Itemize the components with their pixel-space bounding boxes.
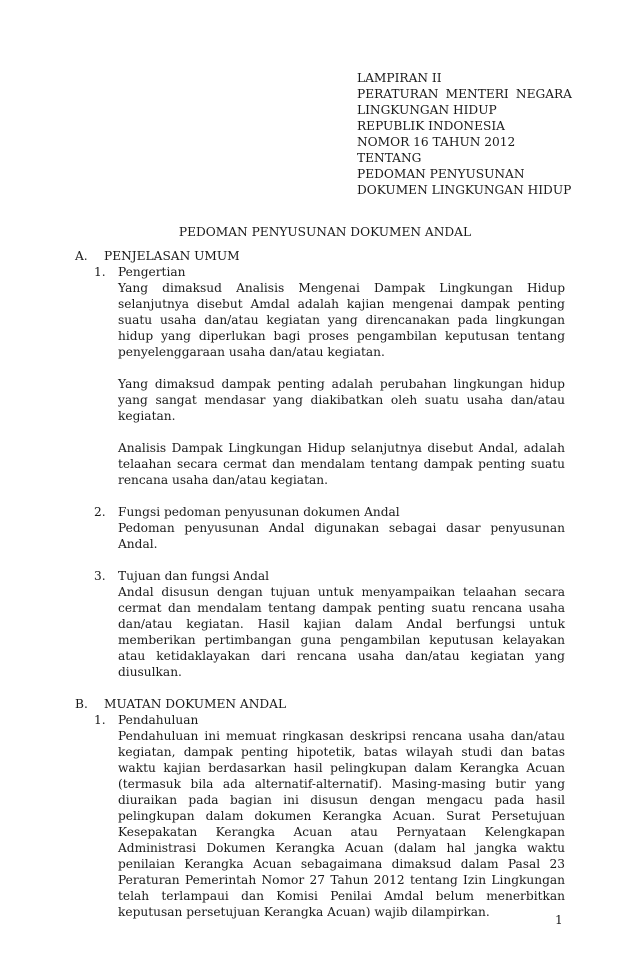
section-title: MUATAN DOKUMEN ANDAL <box>104 697 287 711</box>
header-line: LINGKUNGAN HIDUP <box>357 103 497 117</box>
paragraph: Analisis Dampak Lingkungan Hidup selanjutnya disebut Andal, adalah telaahan secara cermat dan mendalam tentang dampak penting suatu rencana usaha dan/atau kegiatan. <box>118 441 565 487</box>
item-heading <box>94 264 565 280</box>
section-title: PENJELASAN UMUM <box>104 249 240 263</box>
header-line: TENTANG <box>357 151 422 165</box>
paragraph: Pendahuluan ini memuat ringkasan deskripsi rencana usaha dan/atau kegiatan, dampak penting hipotetik, batas wilayah studi dan batas waktu kajian berdasarkan hasil pelingkupan dalam Kerangka Acuan (termasuk bila ada alternatif-alternatif). Masing-masing butir yang diuraikan pada bagian ini disusun dengan mengacu pada hasil pelingkupan dalam dokumen Kerangka Acuan. Surat Persetujuan Kesepakatan Kerangka Acuan atau Pernyataan Kelengkapan Administrasi Dokumen Kerangka Acuan (dalam hal jangka waktu penilaian Kerangka Acuan sebagaimana dimaksud dalam Pasal 23 Peraturan Pemerintah Nomor 27 Tahun 2012 tentang Izin Lingkungan telah terlampaui dan Komisi Penilai Amdal belum menerbitkan keputusan persetujuan Kerangka Acuan) wajib dilampirkan. <box>118 729 565 919</box>
item-heading <box>94 712 565 728</box>
attachment-header <box>357 70 572 198</box>
paragraph: Pedoman penyusunan Andal digunakan sebagai dasar penyusunan Andal. <box>118 521 565 551</box>
section-letter: B. <box>75 697 88 711</box>
item-number: 1. <box>94 265 106 279</box>
paragraph: Yang dimaksud Analisis Mengenai Dampak Lingkungan Hidup selanjutnya disebut Amdal adalah kajian mengenai dampak penting suatu usaha dan/atau kegiatan yang direncanakan pada lingkungan hidup yang diperlukan bagi proses pengambilan keputusan tentang penyelenggaraan usaha dan/atau kegiatan. <box>118 281 565 359</box>
item-title: Tujuan dan fungsi Andal <box>118 569 270 583</box>
item-title: Pendahuluan <box>118 713 199 727</box>
item-number: 3. <box>94 569 106 583</box>
item-heading <box>94 504 565 520</box>
page-number: 1 <box>555 913 563 927</box>
header-line: LAMPIRAN II <box>357 71 442 85</box>
section-heading <box>75 248 565 264</box>
item-title: Pengertian <box>118 265 186 279</box>
header-line: PEDOMAN PENYUSUNAN <box>357 167 525 181</box>
section-letter: A. <box>75 249 88 263</box>
document-title: PEDOMAN PENYUSUNAN DOKUMEN ANDAL <box>178 225 472 239</box>
paragraph: Andal disusun dengan tujuan untuk menyampaikan telaahan secara cermat dan mendalam tentang dampak penting suatu rencana usaha dan/atau kegiatan. Hasil kajian dalam Andal berfungsi untuk memberikan pertimbangan guna pengambilan keputusan kelayakan atau ketidaklayakan dari rencana usaha dan/atau kegiatan yang diusulkan. <box>118 585 565 679</box>
section-heading <box>75 696 565 712</box>
header-line: REPUBLIK INDONESIA <box>357 119 505 133</box>
document-body <box>75 248 565 920</box>
item-number: 2. <box>94 505 106 519</box>
header-line: NOMOR 16 TAHUN 2012 <box>357 135 516 149</box>
header-line: DOKUMEN LINGKUNGAN HIDUP <box>357 183 572 197</box>
item-title: Fungsi pedoman penyusunan dokumen Andal <box>118 505 400 519</box>
paragraph: Yang dimaksud dampak penting adalah perubahan lingkungan hidup yang sangat mendasar yang diakibatkan oleh suatu usaha dan/atau kegiatan. <box>118 377 565 423</box>
header-line: PERATURAN MENTERI NEGARA <box>357 87 572 101</box>
item-number: 1. <box>94 713 106 727</box>
item-heading <box>94 568 565 584</box>
